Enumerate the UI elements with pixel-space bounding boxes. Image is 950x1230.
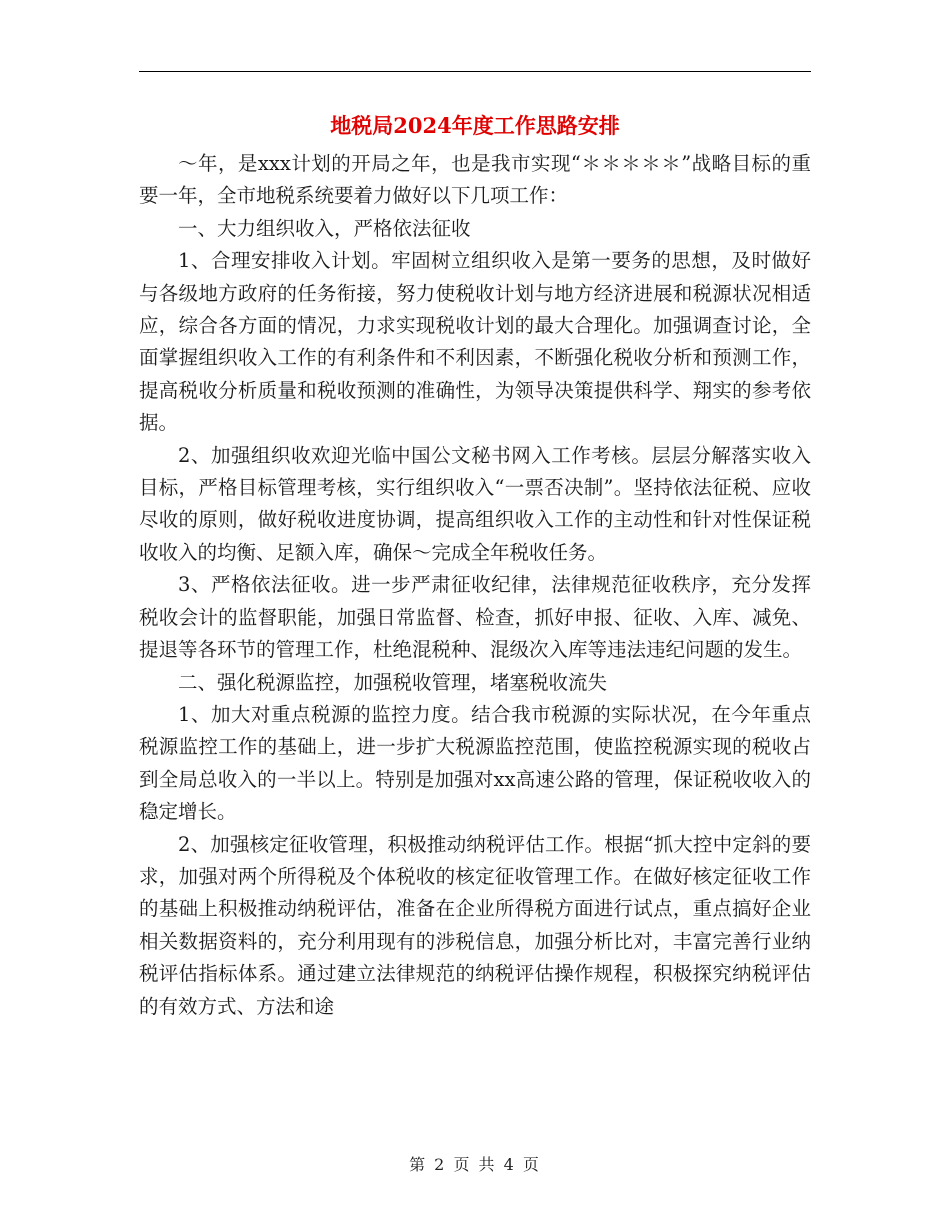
paragraph-2-1: 1、加大对重点税源的监控力度。结合我市税源的实际状况，在今年重点税源监控工作的基础上，进一步扩大税源监控范围，使监控税源实现的税收占到全局总收入的一半以上。特别是加强对xx高速公路的管理，保证税收收入的稳定增长。: [139, 702, 811, 824]
document-body: [139, 148, 811, 1023]
document-title: 地税局2024年度工作思路安排: [330, 113, 620, 138]
paragraph-1-1: 1、合理安排收入计划。牢固树立组织收入是第一要务的思想，及时做好与各级地方政府的任务衔接，努力使税收计划与地方经济进展和税源状况相适应，综合各方面的情况，力求实现税收计划的最大合理化。加强调查讨论，全面掌握组织收入工作的有利条件和不利因素，不断强化税收分析和预测工作，提高税收分析质量和税收预测的准确性，为领导决策提供科学、翔实的参考依据。: [139, 249, 811, 435]
page-footer: 第 2 页 共 4 页: [409, 1155, 541, 1174]
paragraph-1-2: 2、加强组织收欢迎光临中国公文秘书网入工作考核。层层分解落实收入目标，严格目标管理考核，实行组织收入“一票否决制”。坚持依法征税、应收尽收的原则，做好税收进度协调，提高组织收入工作的主动性和针对性保证税收收入的均衡、足额入库，确保～完成全年税收任务。: [139, 443, 811, 564]
paragraph-intro: ～年，是xxx计划的开局之年，也是我市实现“＊＊＊＊＊”战略目标的重要一年，全市地税系统要着力做好以下几项工作：: [139, 152, 811, 208]
paragraph-2-2: 2、加强核定征收管理，积极推动纳税评估工作。根据“抓大控中定斜的要求，加强对两个所得税及个体税收的核定征收管理工作。在做好核定征收工作的基础上积极推动纳税评估，准备在企业所得税方面进行试点，重点搞好企业相关数据资料的，充分利用现有的涉税信息，加强分析比对，丰富完善行业纳税评估指标体系。通过建立法律规范的纳税评估操作规程，积极探究纳税评估的有效方式、方法和途: [139, 832, 811, 1018]
header-rule: [139, 71, 811, 72]
section-heading-2: 二、强化税源监控，加强税收管理，堵塞税收流失: [178, 670, 608, 694]
section-heading-1: 一、大力组织收入，严格依法征收: [178, 216, 471, 240]
paragraph-1-3: 3、严格依法征收。进一步严肃征收纪律，法律规范征收秩序，充分发挥税收会计的监督职能，加强日常监督、检查，抓好申报、征收、入库、减免、提退等各环节的管理工作，杜绝混税种、混级次入库等违法违纪问题的发生。: [139, 573, 811, 662]
